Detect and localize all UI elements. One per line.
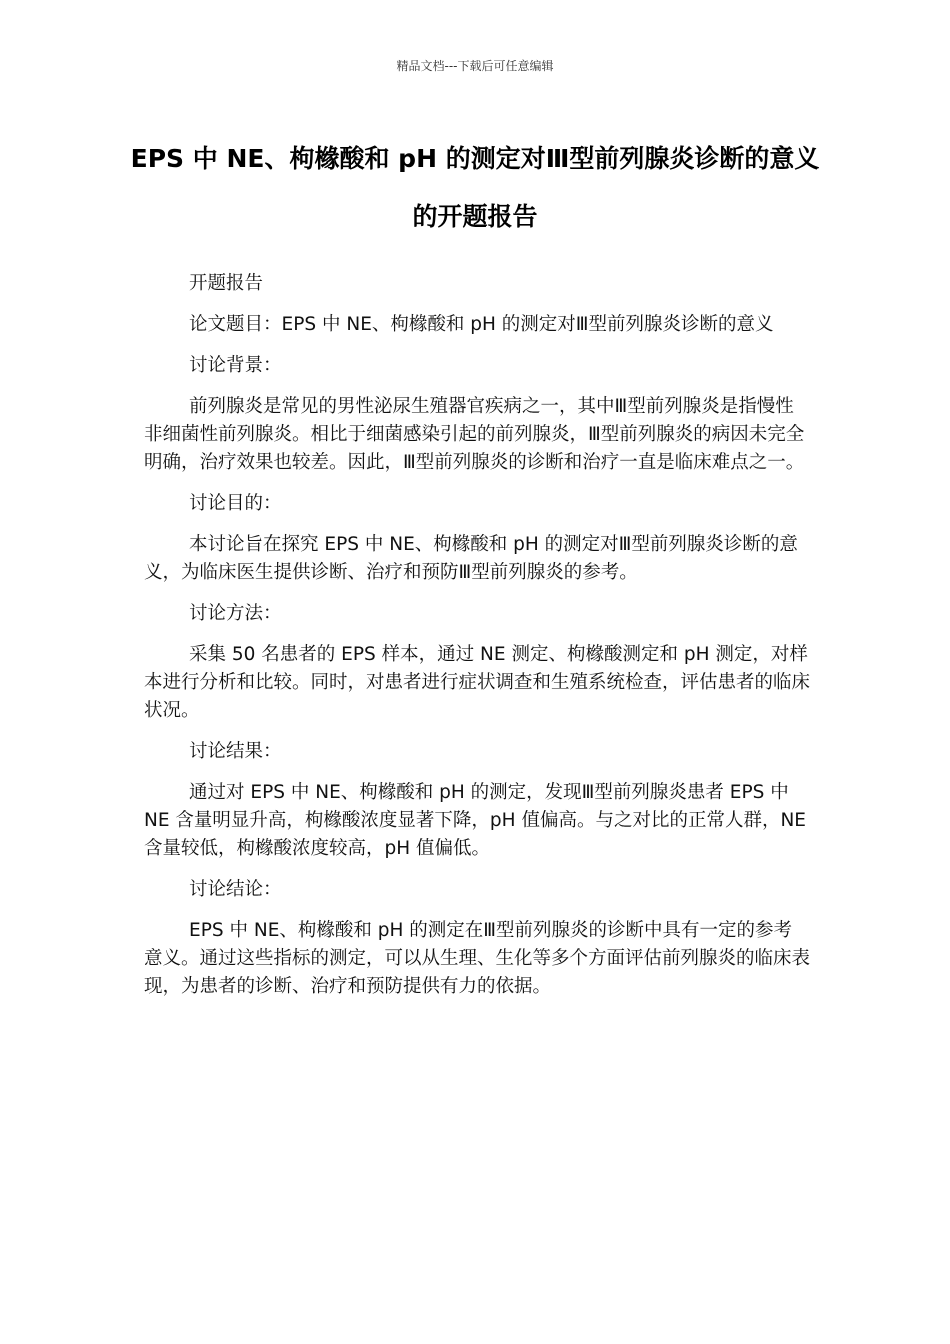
heading-conclusion: 讨论结论： — [189, 879, 282, 900]
heading-method: 讨论方法： — [189, 603, 282, 624]
paragraph-method: 采集 50 名患者的 EPS 样本，通过 NE 测定、枸橼酸测定和 pH 测定，对样本进行分析和比较。同时，对患者进行症状调查和生殖系统检查，评估患者的临床状况。 — [144, 644, 811, 721]
heading-results: 讨论结果： — [189, 741, 282, 762]
heading-background: 讨论背景： — [189, 355, 282, 376]
paragraph-purpose: 本讨论旨在探究 EPS 中 NE、枸橼酸和 pH 的测定对Ⅲ型前列腺炎诊断的意义，为临床医生提供诊断、治疗和预防Ⅲ型前列腺炎的参考。 — [144, 534, 798, 583]
paragraph-results: 通过对 EPS 中 NE、枸橼酸和 pH 的测定，发现Ⅲ型前列腺炎患者 EPS 中 NE 含量明显升高，枸橼酸浓度显著下降，pH 值偏高。与之对比的正常人群，NE 含量较低，枸橼酸浓度较高，pH 值偏低。 — [144, 782, 806, 859]
document-body — [144, 270, 810, 1014]
section-label-report: 开题报告 — [189, 273, 264, 294]
document-title: EPS 中 NE、枸橼酸和 pH 的测定对Ⅲ型前列腺炎诊断的意义的开题报告 — [130, 144, 820, 231]
paragraph-background: 前列腺炎是常见的男性泌尿生殖器官疾病之一，其中Ⅲ型前列腺炎是指慢性非细菌性前列腺炎。相比于细菌感染引起的前列腺炎，Ⅲ型前列腺炎的病因未完全明确，治疗效果也较差。因此，Ⅲ型前列腺炎的诊断和治疗一直是临床难点之一。 — [144, 396, 805, 473]
paper-title-line: 论文题目：EPS 中 NE、枸橼酸和 pH 的测定对Ⅲ型前列腺炎诊断的意义 — [189, 314, 774, 335]
page-header-note: 精品文档---下载后可任意编辑 — [396, 59, 554, 73]
heading-purpose: 讨论目的： — [189, 493, 282, 514]
paragraph-conclusion: EPS 中 NE、枸橼酸和 pH 的测定在Ⅲ型前列腺炎的诊断中具有一定的参考意义。通过这些指标的测定，可以从生理、生化等多个方面评估前列腺炎的临床表现，为患者的诊断、治疗和预防提供有力的依据。 — [144, 920, 811, 997]
